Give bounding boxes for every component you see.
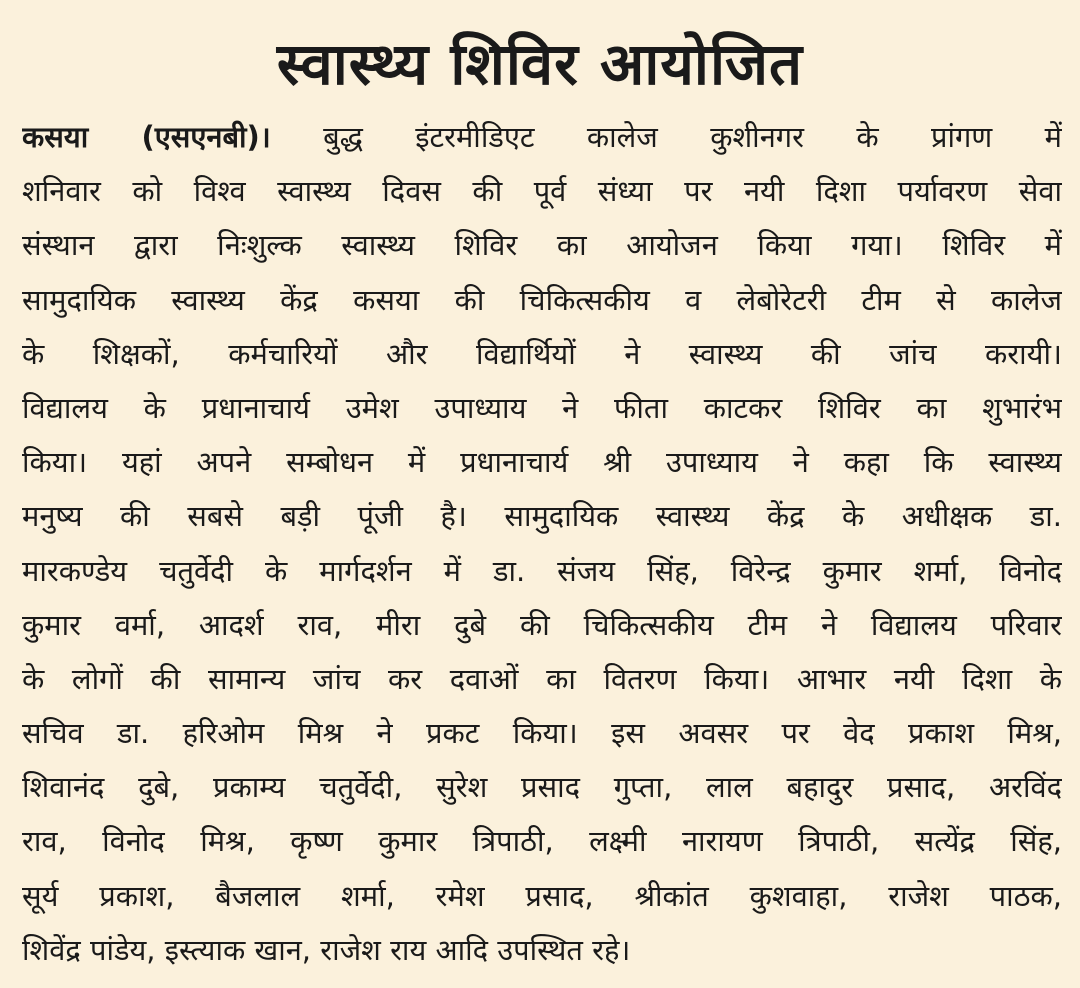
- article-line-16: शिवेंद्र पांडेय, इस्त्याक खान, राजेश राय आदि उपस्थित रहे।: [22, 932, 631, 967]
- article-line-1: [22, 110, 1062, 164]
- article-line-6: विद्यालय के प्रधानाचार्य उमेश उपाध्याय ने फीता काटकर शिविर का शुभारंभ: [22, 390, 1062, 425]
- headline: स्वास्थ्य शिविर आयोजित: [276, 30, 804, 98]
- article-line-12: सचिव डा. हरिओम मिश्र ने प्रकट किया। इस अवसर पर वेद प्रकाश मिश्र,: [22, 716, 1062, 751]
- article-line-9: मारकण्डेय चतुर्वेदी के मार्गदर्शन में डा. संजय सिंह, विरेन्द्र कुमार शर्मा, विनोद: [22, 553, 1062, 588]
- article-line-4: सामुदायिक स्वास्थ्य केंद्र कसया की चिकित्सकीय व लेबोरेटरी टीम से कालेज: [22, 282, 1062, 317]
- article-line-2: शनिवार को विश्व स्वास्थ्य दिवस की पूर्व संध्या पर नयी दिशा पर्यावरण सेवा: [22, 174, 1062, 209]
- article-line-10: कुमार वर्मा, आदर्श राव, मीरा दुबे की चिकित्सकीय टीम ने विद्यालय परिवार: [22, 607, 1062, 642]
- article-line-15: सूर्य प्रकाश, बैजलाल शर्मा, रमेश प्रसाद, श्रीकांत कुशवाहा, राजेश पाठक,: [22, 878, 1062, 913]
- article-body: [22, 110, 1062, 977]
- article-line-14: राव, विनोद मिश्र, कृष्ण कुमार त्रिपाठी, लक्ष्मी नारायण त्रिपाठी, सत्येंद्र सिंह,: [22, 824, 1062, 859]
- article-line-3: संस्थान द्वारा निःशुल्क स्वास्थ्य शिविर का आयोजन किया गया। शिविर में: [22, 228, 1062, 263]
- article-line-11: के लोगों की सामान्य जांच कर दवाओं का वितरण किया। आभार नयी दिशा के: [22, 661, 1062, 696]
- dateline: कसया (एसएनबी)।: [22, 120, 271, 154]
- article-line-7: किया। यहां अपने सम्बोधन में प्रधानाचार्य श्री उपाध्याय ने कहा कि स्वास्थ्य: [22, 445, 1062, 480]
- article-line-8: मनुष्य की सबसे बड़ी पूंजी है। सामुदायिक स्वास्थ्य केंद्र के अधीक्षक डा.: [22, 499, 1062, 534]
- article-line-13: शिवानंद दुबे, प्रकाम्य चतुर्वेदी, सुरेश प्रसाद गुप्ता, लाल बहादुर प्रसाद, अरविंद: [22, 770, 1062, 805]
- article-line-5: के शिक्षकों, कर्मचारियों और विद्यार्थियों ने स्वास्थ्य की जांच करायी।: [22, 336, 1062, 371]
- article-line-1-text: बुद्ध इंटरमीडिएट कालेज कुशीनगर के प्रांगण में: [270, 120, 1062, 154]
